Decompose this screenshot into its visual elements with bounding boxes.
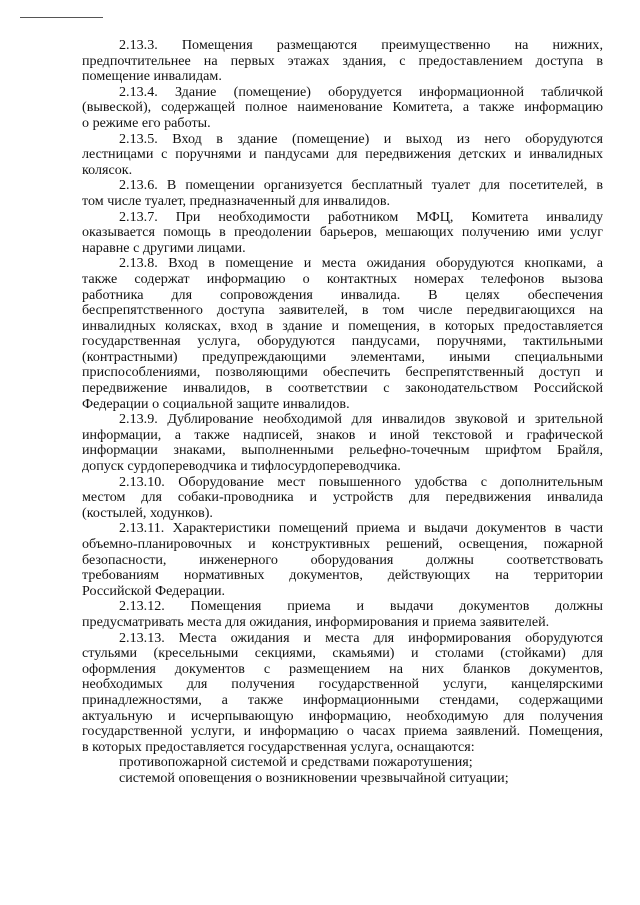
- paragraph-2-13-4: [82, 85, 603, 132]
- header-rule: [20, 17, 103, 18]
- text-line: 2.13.10. Оборудование мест повышенного удобства с дополнительным: [119, 473, 603, 490]
- text-line: 2.13.12. Помещения приема и выдачи документов должны: [119, 598, 603, 615]
- text-line: стульями (кресельными секциями, скамьями) и столами (стойками) для: [82, 645, 603, 662]
- text-line: в которых предоставляется государственная услуга, оснащаются:: [82, 738, 475, 755]
- text-line: государственной услуги, и информацию о часах приема заявлений. Помещения,: [82, 723, 603, 740]
- text-line: системой оповещения о возникновении чрезвычайной ситуации;: [119, 769, 509, 786]
- paragraph-2-13-7: [82, 210, 603, 257]
- text-line: 2.13.13. Места ожидания и места для информирования оборудуются: [119, 629, 603, 646]
- text-line: требованиям нормативных документов, действующих на территории: [82, 567, 603, 584]
- text-line: лестницами с поручнями и пандусами для передвижения детских и инвалидных: [82, 146, 603, 163]
- text-line: инвалидных колясках, вход в здание и помещения, в которых предоставляется: [82, 317, 603, 334]
- text-line: беспрепятственного доступа заявителей, в том числе передвигающихся на: [82, 302, 603, 319]
- text-line: том числе туалет, предназначенный для инвалидов.: [82, 192, 391, 209]
- paragraph-2-13-5: [82, 132, 603, 179]
- paragraph-list-1: [82, 755, 603, 771]
- text-line: (контрастными) предупреждающими элементами, иными специальными: [82, 348, 603, 365]
- text-line: также содержат информацию о контактных номерах телефонов вызова: [82, 270, 603, 287]
- text-line: оформления документов с размещением на них бланков документов,: [82, 660, 603, 677]
- text-line: наравне с другими лицами.: [82, 239, 246, 256]
- text-line: 2.13.11. Характеристики помещений приема и выдачи документов в части: [119, 520, 603, 537]
- text-line: оказывается помощь в преодолении барьеров, мешающих получению ими услуг: [82, 224, 603, 241]
- paragraph-2-13-13: [82, 631, 603, 756]
- paragraph-2-13-9: [82, 412, 603, 474]
- paragraph-list-2: [82, 771, 603, 787]
- text-line: помещение инвалидам.: [82, 68, 222, 85]
- paragraph-2-13-3: [82, 38, 603, 85]
- text-line: противопожарной системой и средствами пожаротушения;: [119, 754, 473, 771]
- text-line: государственная услуга, оборудуются пандусами, поручнями, тактильными: [82, 333, 603, 350]
- text-line: актуальную и исчерпывающую информацию, необходимую для получения: [82, 707, 603, 724]
- text-line: 2.13.5. Вход в здание (помещение) и выход из него оборудуются: [119, 130, 603, 147]
- text-line: Российской Федерации.: [82, 582, 226, 599]
- text-line: допуск сурдопереводчика и тифлосурдопереводчика.: [82, 458, 401, 475]
- text-line: 2.13.6. В помещении организуется бесплатный туалет для посетителей, в: [119, 177, 603, 194]
- paragraph-2-13-8: [82, 256, 603, 412]
- paragraph-2-13-11: [82, 521, 603, 599]
- text-line: Федерации о социальной защите инвалидов.: [82, 395, 350, 412]
- text-line: 2.13.7. При необходимости работником МФЦ, Комитета инвалиду: [119, 208, 603, 225]
- text-line: принадлежностями, а также информационными стендами, содержащими: [82, 691, 603, 708]
- text-line: 2.13.8. Вход в помещение и места ожидания оборудуются кнопками, а: [119, 255, 603, 272]
- text-line: местом для собаки-проводника и устройств для передвижения инвалида: [82, 489, 603, 506]
- text-line: (вывеской), содержащей полное наименование Комитета, а также информацию: [82, 99, 603, 116]
- text-line: 2.13.9. Дублирование необходимой для инвалидов звуковой и зрительной: [119, 411, 603, 428]
- text-line: информации знаками, выполненными рельефно-точечным шрифтом Брайля,: [82, 442, 603, 459]
- text-line: 2.13.3. Помещения размещаются преимущественно на нижних,: [119, 37, 603, 53]
- text-line: колясок.: [82, 161, 133, 178]
- document-body: [82, 38, 603, 787]
- text-line: 2.13.4. Здание (помещение) оборудуется информационной табличкой: [119, 83, 603, 100]
- text-line: предпочтительнее на первых этажах здания, с предоставлением доступа в: [82, 52, 603, 69]
- text-line: объемно-планировочных и конструктивных решений, освещения, пожарной: [82, 536, 603, 552]
- text-line: (костылей, ходунков).: [82, 504, 213, 521]
- text-line: о режиме его работы.: [82, 114, 211, 131]
- paragraph-2-13-12: [82, 599, 603, 630]
- text-line: необходимых для получения государственной услуги, канцелярскими: [82, 676, 603, 693]
- text-line: работника для сопровождения инвалида. В целях обеспечения: [82, 286, 603, 303]
- text-line: передвижение инвалидов, в соответствии с законодательством Российской: [82, 380, 603, 397]
- paragraph-2-13-10: [82, 475, 603, 522]
- text-line: информации, а также надписей, знаков и иной текстовой и графической: [82, 426, 603, 443]
- text-line: предусматривать места для ожидания, информирования и приема заявителей.: [82, 613, 550, 630]
- text-line: безопасности, инженерного оборудования должны соответствовать: [82, 551, 603, 568]
- paragraph-2-13-6: [82, 178, 603, 209]
- text-line: приспособлениями, позволяющими обеспечить беспрепятственный доступ и: [82, 364, 603, 381]
